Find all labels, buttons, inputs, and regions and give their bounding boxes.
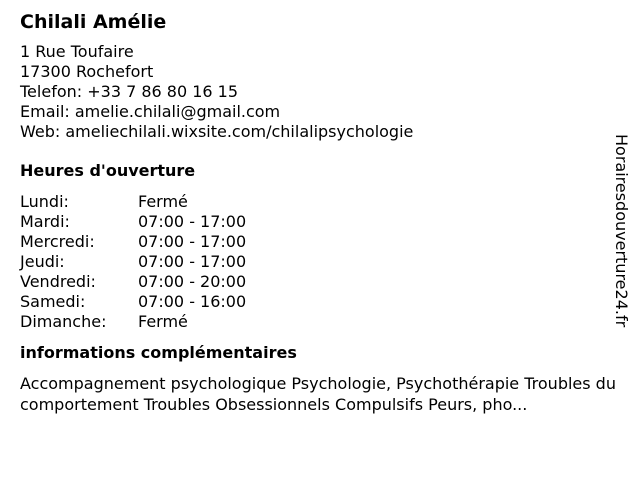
- hours-row-thursday: [20, 252, 618, 272]
- day-hours: 07:00 - 20:00: [138, 272, 247, 291]
- hours-row-wednesday: [20, 232, 618, 252]
- email-address: Email: amelie.chilali@gmail.com: [20, 102, 281, 121]
- day-hours: Fermé: [138, 312, 188, 331]
- hours-row-tuesday: [20, 212, 618, 232]
- day-hours: 07:00 - 16:00: [138, 292, 247, 311]
- hours-row-saturday: [20, 292, 618, 312]
- day-label: Lundi:: [20, 192, 69, 211]
- day-label: Mardi:: [20, 212, 70, 231]
- address-city: 17300 Rochefort: [20, 62, 154, 81]
- day-label: Dimanche:: [20, 312, 107, 331]
- additional-info-text: Accompagnement psychologique Psychologie, Psychothérapie Troubles du comportement Troubles Obsessionnels Compulsifs Peurs, pho...: [20, 374, 616, 414]
- hours-row-sunday: [20, 312, 618, 332]
- website: Web: ameliechilali.wixsite.com/chilalipsychologie: [20, 122, 414, 141]
- address-street: 1 Rue Toufaire: [20, 42, 134, 61]
- day-hours: 07:00 - 17:00: [138, 252, 247, 271]
- hours-row-monday: [20, 192, 618, 212]
- day-hours: Fermé: [138, 192, 188, 211]
- day-label: Samedi:: [20, 292, 86, 311]
- site-watermark: Horairesdouverture24.fr: [612, 134, 631, 328]
- opening-hours-heading: Heures d'ouverture: [20, 161, 196, 180]
- opening-hours-table: [20, 192, 618, 332]
- business-listing: [20, 10, 618, 415]
- additional-info-heading: informations complémentaires: [20, 343, 297, 362]
- business-name: Chilali Amélie: [20, 11, 167, 33]
- hours-row-friday: [20, 272, 618, 292]
- day-hours: 07:00 - 17:00: [138, 212, 247, 231]
- day-label: Jeudi:: [20, 252, 65, 271]
- contact-details: [20, 42, 618, 142]
- day-hours: 07:00 - 17:00: [138, 232, 247, 251]
- day-label: Mercredi:: [20, 232, 95, 251]
- phone-number: Telefon: +33 7 86 80 16 15: [20, 82, 239, 101]
- day-label: Vendredi:: [20, 272, 96, 291]
